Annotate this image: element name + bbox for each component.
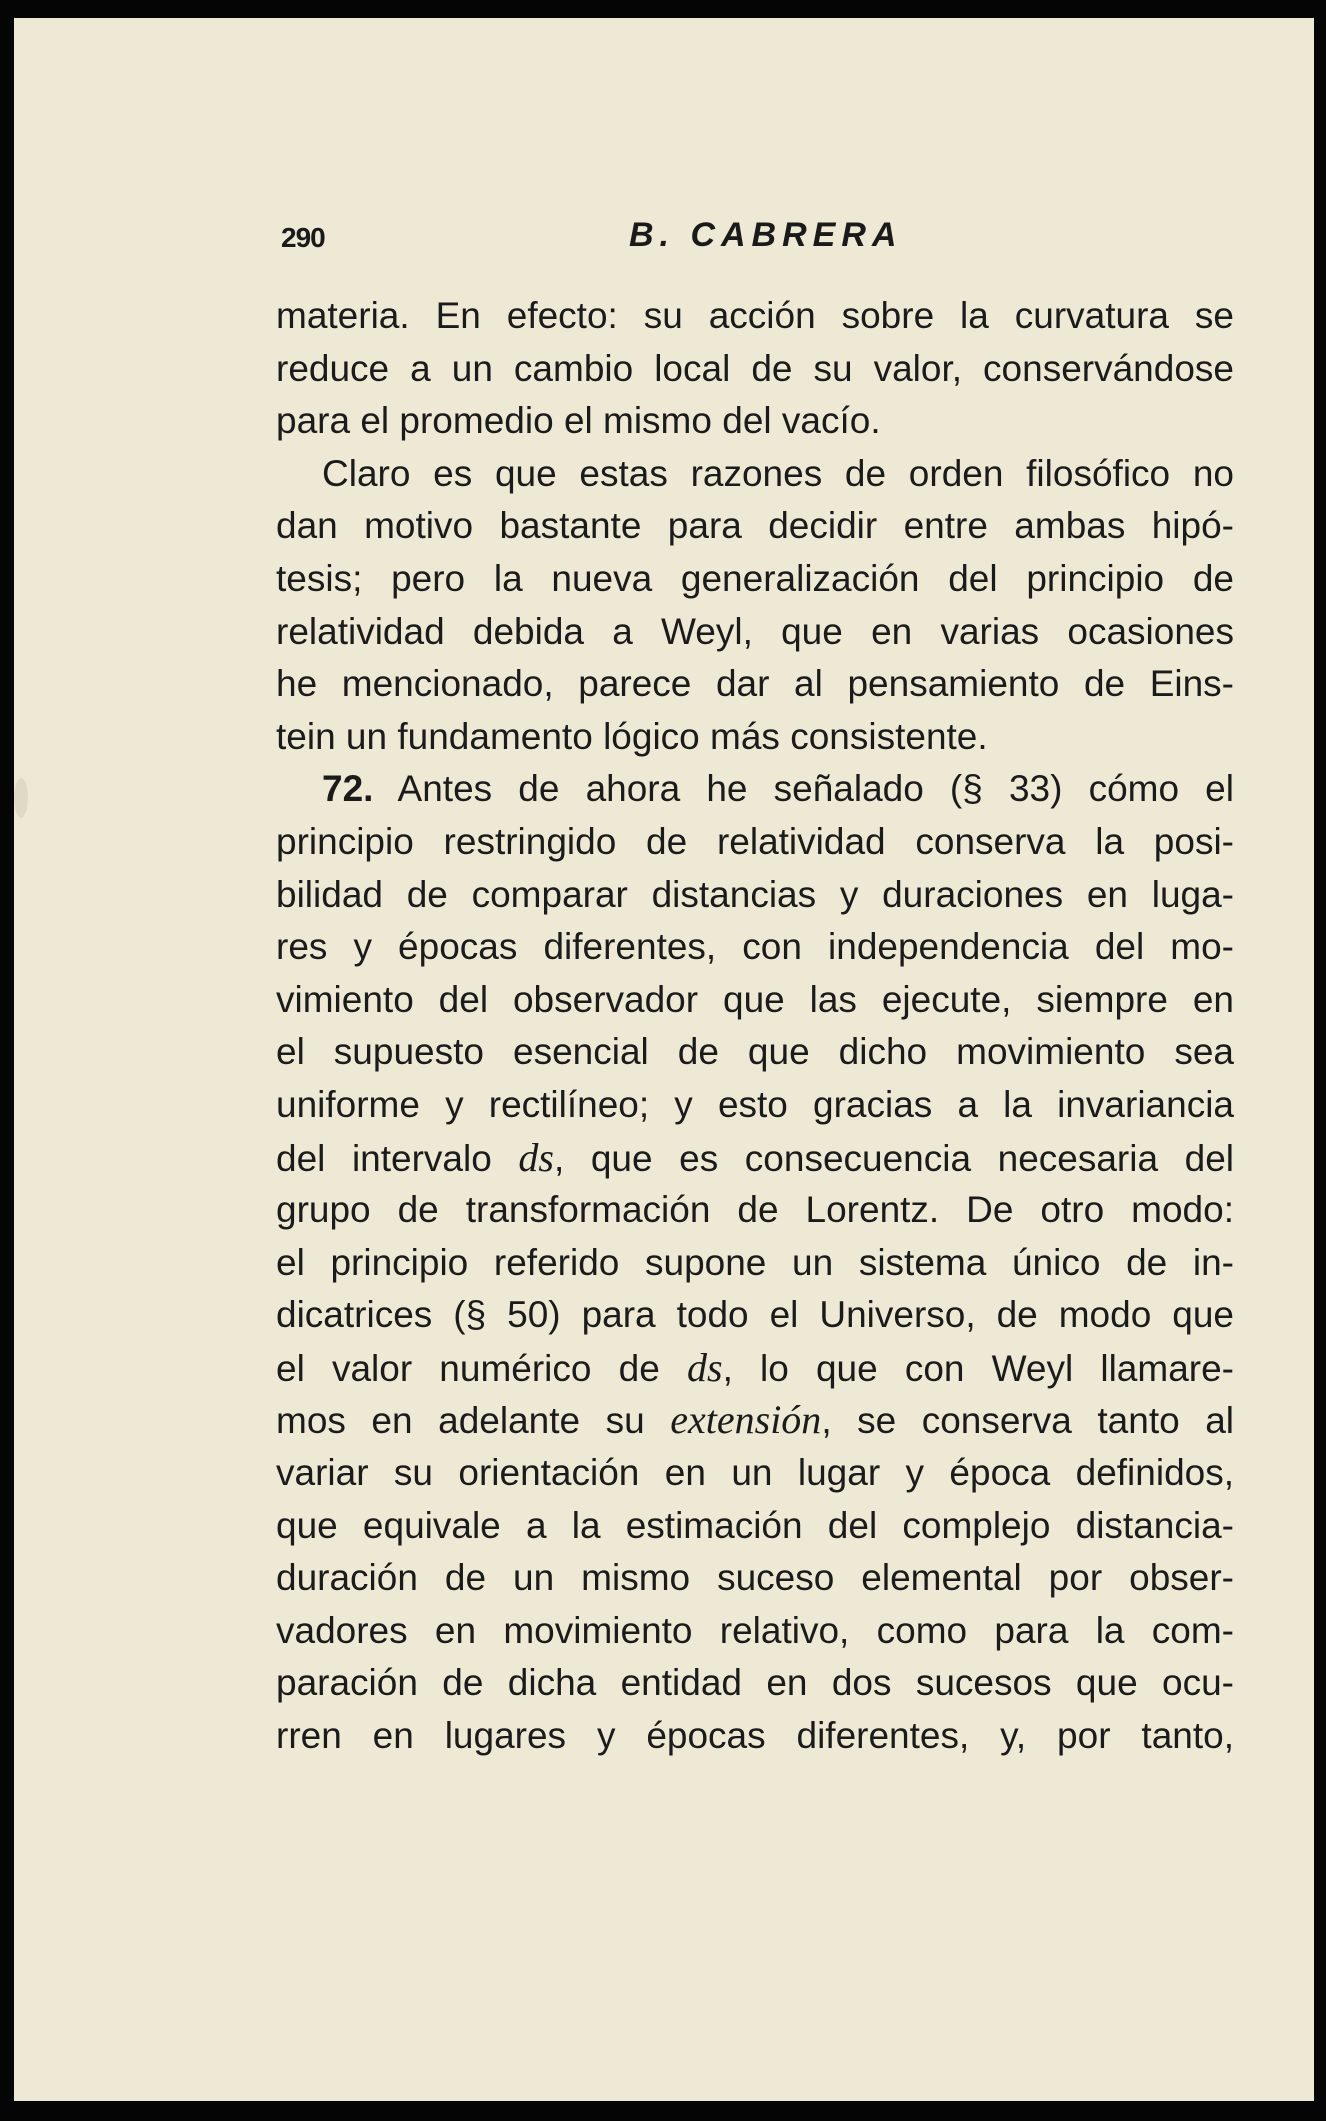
line-segment: mos en adelante su xyxy=(276,1400,645,1442)
text-line: el supuesto esencial de que dicho movimiento sea xyxy=(276,1031,1234,1073)
math-symbol-ds: ds xyxy=(686,1344,723,1390)
text-line: rren en lugares y épocas diferentes, y, por tanto, xyxy=(276,1715,1234,1757)
text-line: res y épocas diferentes, con independencia del mo- xyxy=(276,926,1234,968)
text-line: que equivale a la estimación del complejo distancia- xyxy=(276,1504,1234,1546)
text-line: bilidad de comparar distancias y duraciones en luga- xyxy=(276,873,1234,915)
page-number: 290 xyxy=(281,222,325,253)
text-line: vadores en movimiento relativo, como para la com- xyxy=(276,1609,1234,1651)
page-header xyxy=(281,216,1241,266)
text-line xyxy=(276,1394,1234,1447)
emphasized-term: extensión xyxy=(670,1397,822,1443)
text-line: paración de dicha entidad en dos sucesos que ocu- xyxy=(276,1662,1234,1704)
line-segment: el valor numérico de xyxy=(276,1347,660,1389)
text-line: dan motivo bastante para decidir entre ambas hipó- xyxy=(276,505,1234,547)
text-line: para el promedio el mismo del vacío. xyxy=(276,400,881,442)
line-segment: , se conserva tanto al xyxy=(821,1400,1235,1442)
line-segment: , que es consecuencia necesaria del xyxy=(553,1137,1235,1179)
text-line: grupo de transformación de Lorentz. De otro modo: xyxy=(276,1189,1234,1231)
text-line: vimiento del observador que las ejecute, siempre en xyxy=(276,978,1234,1020)
text-line: tesis; pero la nueva generalización del principio de xyxy=(276,557,1234,599)
text-line xyxy=(276,1132,1234,1185)
text-line: principio restringido de relatividad conserva la posi- xyxy=(276,820,1234,862)
text-line: dicatrices (§ 50) para todo el Universo, de modo que xyxy=(276,1294,1234,1336)
section-line-text: Antes de ahora he señalado (§ 33) cómo el xyxy=(397,768,1234,810)
text-line: he mencionado, parece dar al pensamiento de Eins- xyxy=(276,663,1234,705)
text-line: uniforme y rectilíneo; y esto gracias a la invariancia xyxy=(276,1083,1234,1125)
text-line xyxy=(276,1342,1234,1395)
text-line: variar su orientación en un lugar y época definidos, xyxy=(276,1452,1234,1494)
math-symbol-ds: ds xyxy=(518,1134,554,1180)
text-line: relatividad debida a Weyl, que en varias ocasiones xyxy=(276,610,1234,652)
line-segment: del intervalo xyxy=(276,1137,492,1179)
line-segment: , lo que con Weyl llamare- xyxy=(722,1347,1235,1389)
text-line: reduce a un cambio local de su valor, conservándose xyxy=(276,347,1234,389)
text-line: tein un fundamento lógico más consistente. xyxy=(276,715,988,757)
text-line: duración de un mismo suceso elemental por obser- xyxy=(276,1557,1234,1599)
paragraph-start-line: Claro es que estas razones de orden filosófico no xyxy=(322,452,1234,494)
paper-stain xyxy=(14,778,28,818)
running-head: B. CABRERA xyxy=(629,216,903,254)
page-scan xyxy=(14,18,1314,2101)
text-line: el principio referido supone un sistema único de in- xyxy=(276,1241,1234,1283)
section-start-line xyxy=(276,763,1234,816)
text-line: materia. En efecto: su acción sobre la curvatura se xyxy=(276,295,1234,336)
body-text xyxy=(276,290,1234,1763)
section-number: 72. xyxy=(322,768,374,810)
